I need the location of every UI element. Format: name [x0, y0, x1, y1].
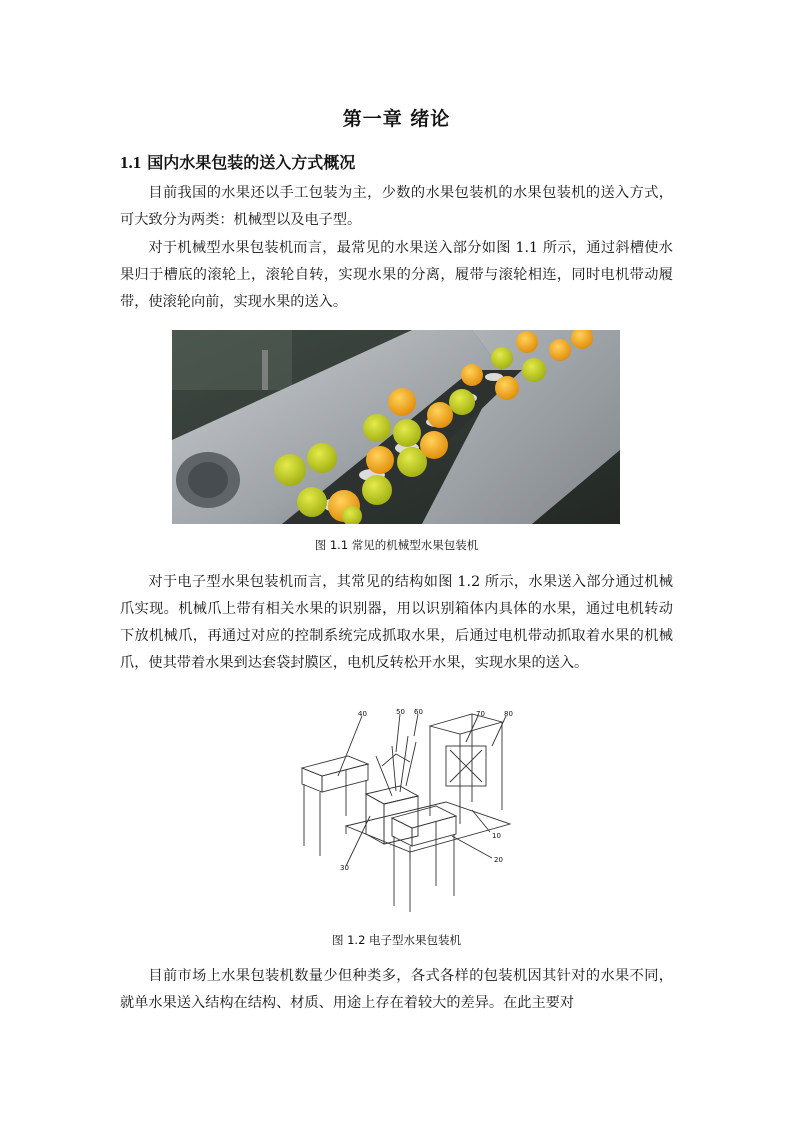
- paragraph-2: 对于机械型水果包装机而言，最常见的水果送入部分如图 1.1 所示，通过斜槽使水果归于槽底的滚轮上，滚轮自转，实现水果的分离，履带与滚轮相连，同时电机带动履带，使滚轮向前，实现水果的送入。: [120, 240, 673, 310]
- section-number: 1.1: [120, 153, 142, 172]
- callout-label: 20: [494, 856, 503, 864]
- callout-label: 50: [396, 708, 405, 716]
- callout-label: 70: [476, 710, 485, 718]
- paragraph-3: 对于电子型水果包装机而言，其常见的结构如图 1.2 所示，水果送入部分通过机械爪实现。机械爪上带有相关水果的识别器，用以识别箱体内具体的水果，通过电机转动下放机械爪，再通过对应的控制系统完成抓取水果，后通过电机带动抓取着水果的机械爪，使其带着水果到达套袋封膜区，电机反转松开水果，实现水果的送入。: [120, 574, 673, 671]
- callout-label: 80: [504, 710, 513, 718]
- figure-1-1-caption: 图 1.1 常见的机械型水果包装机: [314, 538, 479, 552]
- callout-label: 10: [492, 832, 501, 840]
- chapter-title: 第一章 绪论: [342, 108, 451, 130]
- figure-1-2-diagram: [296, 706, 526, 916]
- callout-label: 40: [358, 710, 367, 718]
- callout-label: 60: [414, 708, 423, 716]
- paragraph-4: 目前市场上水果包装机数量少但种类多，各式各样的包装机因其针对的水果不同，就单水果送入结构在结构、材质、用途上存在着较大的差异。在此主要对: [120, 968, 673, 1011]
- section-heading: [120, 150, 355, 173]
- callout-label: 30: [340, 864, 349, 872]
- figure-1-2-caption: 图 1.2 电子型水果包装机: [331, 933, 462, 947]
- section-title: 国内水果包装的送入方式概况: [147, 153, 356, 172]
- paragraph-1: 目前我国的水果还以手工包装为主，少数的水果包装机的水果包装机的送入方式，可大致分为两类：机械型以及电子型。: [120, 185, 673, 228]
- figure-1-1-photo: [172, 330, 620, 524]
